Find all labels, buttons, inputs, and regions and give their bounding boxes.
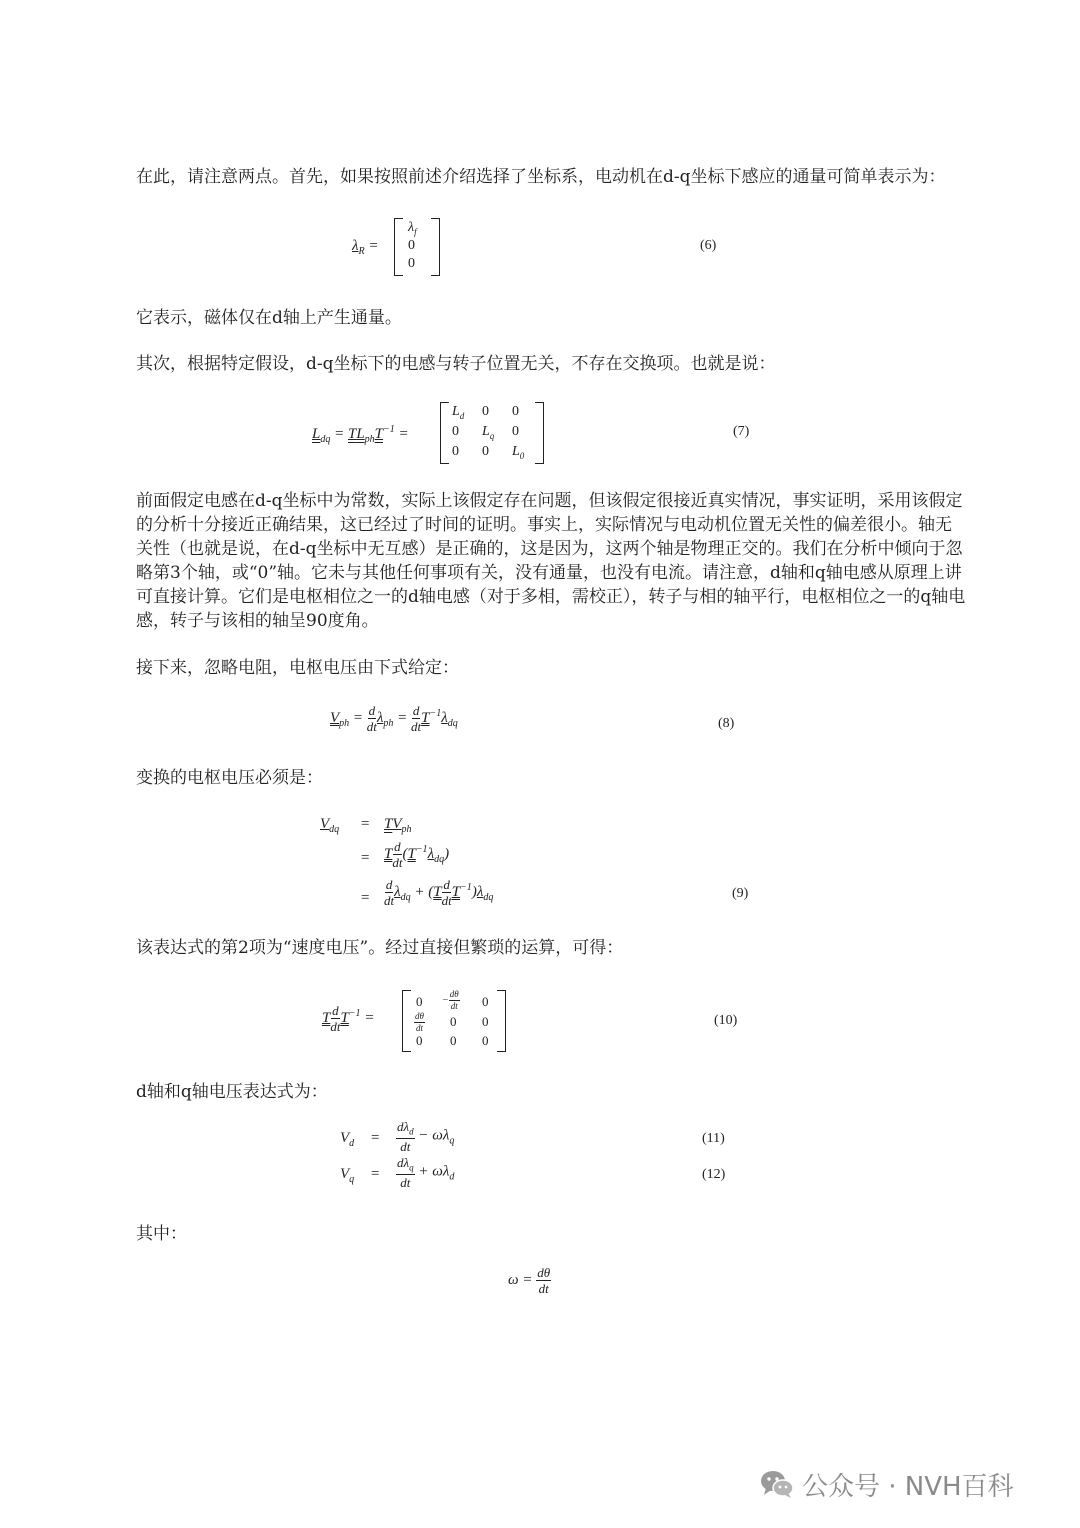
equation-8: $V_{ph}$ = $\frac{d}{dt}$ $\lambda_{ph}$ = $\frac{d}{dt}$ $T^{-1}\lambda_{dq}$: [330, 703, 458, 734]
watermark-text: 公众号 · NVH百科: [802, 1471, 1014, 1502]
paragraph-magnet-flux: 它表示，磁体仅在d轴上产生通量。: [136, 308, 402, 328]
equation-6: $\lambda_R$ = $\lambda_f$ 0 0: [350, 218, 440, 278]
paragraph-dq-voltage: d轴和q轴电压表达式为：: [136, 1082, 328, 1102]
equation-number-10: (10): [714, 1013, 738, 1028]
paragraph-analysis: 前面假定电感在d-q坐标中为常数，实际上该假定存在问题，但该假定很接近真实情况，事实证明，采用该假定的分析十分接近正确结果，这已经过了时间的证明。事实上，实际情况与电动机位置无关性的偏差很小。轴无关性（也就是说，在d-q坐标中无互感）是正确的，这是因为，这两个轴是物理正交的。我们在分析中倾向于忽略第3个轴，或“0”轴。它未与其他任何事项有关，没有通量，也没有电流。请注意，d轴和q轴电感从原理上讲可直接计算。它们是电枢相位之一的d轴电感（对于多相，需校正），转子与相的轴平行，电枢相位之一的q轴电感，转子与该相的轴呈90度角。: [136, 491, 966, 631]
equation-number-9: (9): [732, 886, 749, 901]
equation-number-11: (11): [702, 1131, 725, 1146]
paragraph-intro: 在此，请注意两点。首先，如果按照前述介绍选择了坐标系，电动机在d-q坐标下感应的通量可简单表示为：: [136, 167, 946, 187]
equation-number-7: (7): [733, 424, 750, 439]
equation-omega: ω = $\frac{d\theta}{dt}$: [508, 1265, 551, 1296]
paragraph-inductance: 其次，根据特定假设，d-q坐标下的电感与转子位置无关，不存在交换项。也就是说：: [136, 354, 776, 374]
paragraph-speed-voltage: 该表达式的第2项为“速度电压”。经过直接但繁琐的运算，可得：: [136, 938, 624, 958]
wechat-icon: [760, 1470, 794, 1498]
equation-number-12: (12): [702, 1167, 726, 1182]
paragraph-where: 其中：: [136, 1224, 187, 1244]
watermark: [760, 1466, 1014, 1502]
equation-number-8: (8): [718, 716, 735, 731]
equation-10: T $\frac{d}{dt}$ $T^{-1}$ = 0 − $\frac{d\theta}{dt}$ 0 $\frac{d\theta}{dt}$ 0 0 0 0 0: [322, 990, 512, 1054]
equation-number-6: (6): [700, 238, 717, 253]
equation-7: $L_{dq} = TL_{ph}T^{-1}$ = $L_d$ 0 0 0 $L_q$ 0 0 0 $L_0$: [312, 402, 552, 466]
paragraph-transformed-voltage: 变换的电枢电压必须是：: [136, 768, 323, 788]
paragraph-armature-voltage: 接下来，忽略电阻，电枢电压由下式给定：: [136, 658, 459, 678]
